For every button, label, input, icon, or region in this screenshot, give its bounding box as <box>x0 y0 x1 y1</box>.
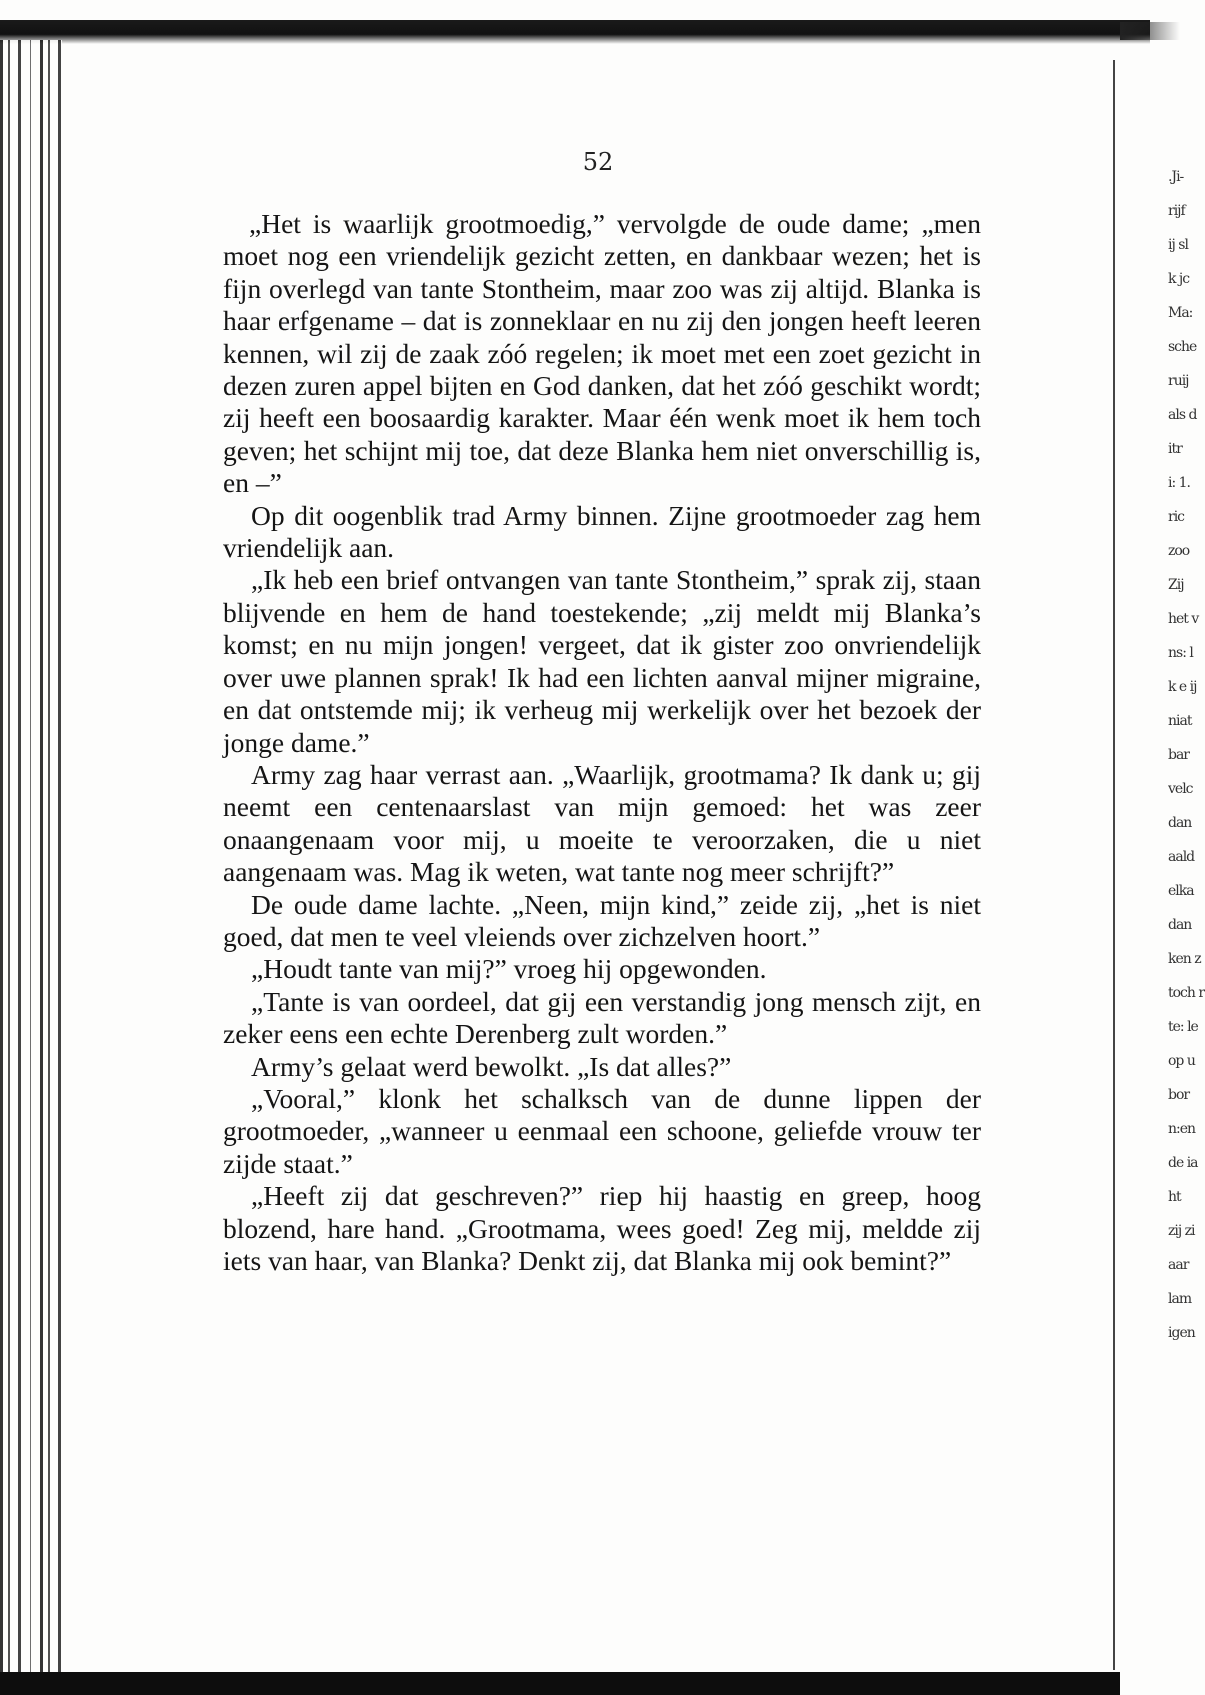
bleed-fragment: Ma: <box>1168 305 1193 321</box>
bleed-fragment: lam <box>1168 1291 1192 1307</box>
page-number: 52 <box>582 148 614 176</box>
scan-top-shadow-fade <box>1120 22 1180 40</box>
bleed-fragment: igen <box>1168 1325 1195 1341</box>
bleed-fragment: ken z <box>1168 951 1201 967</box>
bleed-fragment: aald <box>1168 849 1195 865</box>
bleed-fragment: zij zi <box>1168 1223 1195 1239</box>
bleed-fragment: k e ij <box>1168 679 1197 695</box>
paragraph: Army zag haar verrast aan. „Waarlijk, grootmama? Ik dank u; gij neemt een centenaarslast van mijn gemoed: het was zeer onaangenaam voor mij, u moeite te veroorzaken, die u niet aangenaam was. Mag ik weten, wat tante nog meer schrijft?” <box>223 758 981 888</box>
bleed-fragment: bar <box>1168 747 1190 763</box>
scan-bottom-shadow <box>0 1672 1120 1695</box>
bleed-fragment: ric <box>1168 509 1185 525</box>
bleed-fragment: ns: l <box>1168 645 1193 661</box>
bleed-fragment: rijf <box>1168 203 1185 219</box>
bleed-fragment: Zij <box>1168 577 1184 593</box>
bleed-fragment: bor <box>1168 1087 1190 1103</box>
bleed-fragment: sche <box>1168 339 1197 355</box>
bleed-fragment: het v <box>1168 611 1199 627</box>
bleed-fragment: velc <box>1168 781 1193 797</box>
paragraph: „Vooral,” klonk het schalksch van de dunne lippen der grootmoeder, „wanneer u eenmaal een schoone, geliefde vrouw ter zijde staat.” <box>223 1082 981 1179</box>
bleed-fragment: ij sl <box>1168 237 1188 253</box>
bleed-fragment: ht <box>1168 1189 1181 1205</box>
paragraph: „Houdt tante van mij?” vroeg hij opgewonden. <box>251 953 767 985</box>
paragraph: „Ik heb een brief ontvangen van tante Stontheim,” sprak zij, staan blijvende en hem de hand toestekende; „zij meldt mij Blanka’s komst; en nu mijn jongen! vergeet, dat ik gister zoo onvriendelijk over uwe plannen sprak! Ik had een lichten aanval mijner migraine, en dat ontstemde mij; ik verheug mij werkelijk over het bezoek der jonge dame.” <box>223 564 981 758</box>
bleed-fragment: k jc <box>1168 271 1190 287</box>
bleed-fragment: .Ji- <box>1168 169 1184 185</box>
bleed-fragment: ruij <box>1168 373 1189 389</box>
bleed-fragment: dan <box>1168 917 1192 933</box>
paragraph: „Heeft zij dat geschreven?” riep hij haastig en greep, hoog blozend, hare hand. „Grootmama, wees goed! Zeg mij, meldde zij iets van haar, van Blanka? Denkt zij, dat Blanka mij ook bemint?” <box>223 1180 981 1276</box>
bleed-fragment: op u <box>1168 1053 1195 1069</box>
paragraph: Op dit oogenblik trad Army binnen. Zijne grootmoeder zag hem vriendelijk aan. <box>223 499 981 564</box>
paragraph: „Tante is van oordeel, dat gij een verstandig jong mensch zijt, en zeker eens een echte Derenberg zult worden.” <box>223 985 981 1050</box>
bleed-fragment: de ia <box>1168 1155 1198 1171</box>
bleed-fragment: niat <box>1168 713 1192 729</box>
bleed-fragment: itr <box>1168 441 1182 457</box>
scan-left-binding-edge <box>0 40 62 1695</box>
bleed-fragment: dan <box>1168 815 1192 831</box>
page-right-edge-line <box>1113 60 1115 1670</box>
bleed-fragment: te: le <box>1168 1019 1198 1035</box>
bleed-fragment: toch r <box>1168 985 1205 1001</box>
bleed-fragment: aar <box>1168 1257 1189 1273</box>
bleed-fragment: als d <box>1168 407 1197 423</box>
bleed-fragment: elka <box>1168 883 1194 899</box>
bleed-fragment: n:en <box>1168 1121 1196 1137</box>
scan-top-shadow <box>0 20 1150 44</box>
paragraph: Army’s gelaat werd bewolkt. „Is dat alles?” <box>251 1050 732 1082</box>
bleed-fragment: zoo <box>1168 543 1190 559</box>
bleed-fragment: i: 1. <box>1168 475 1191 491</box>
paragraph: „Het is waarlijk grootmoedig,” vervolgde de oude dame; „men moet nog een vriendelijk gezicht zetten, en dankbaar wezen; het is fijn overlegd van tante Stontheim, maar zoo was zij altijd. Blanka is haar erfgename – dat is zonneklaar en nu zij den jongen heeft leeren kennen, wil zij de zaak zóó regelen; ik moet met een zoet gezicht in dezen zuren appel bijten en God danken, dat het zóó geschikt wordt; zij heeft een boosaardig karakter. Maar één wenk moet ik hem toch geven; het schijnt mij toe, dat deze Blanka hem niet onverschillig is, en –” <box>223 208 981 499</box>
adjacent-page-bleed <box>1168 160 1205 1500</box>
paragraph: De oude dame lachte. „Neen, mijn kind,” zeide zij, „het is niet goed, dat men te veel vleiends over zichzelven hoort.” <box>223 888 981 952</box>
body-text <box>223 208 981 1277</box>
